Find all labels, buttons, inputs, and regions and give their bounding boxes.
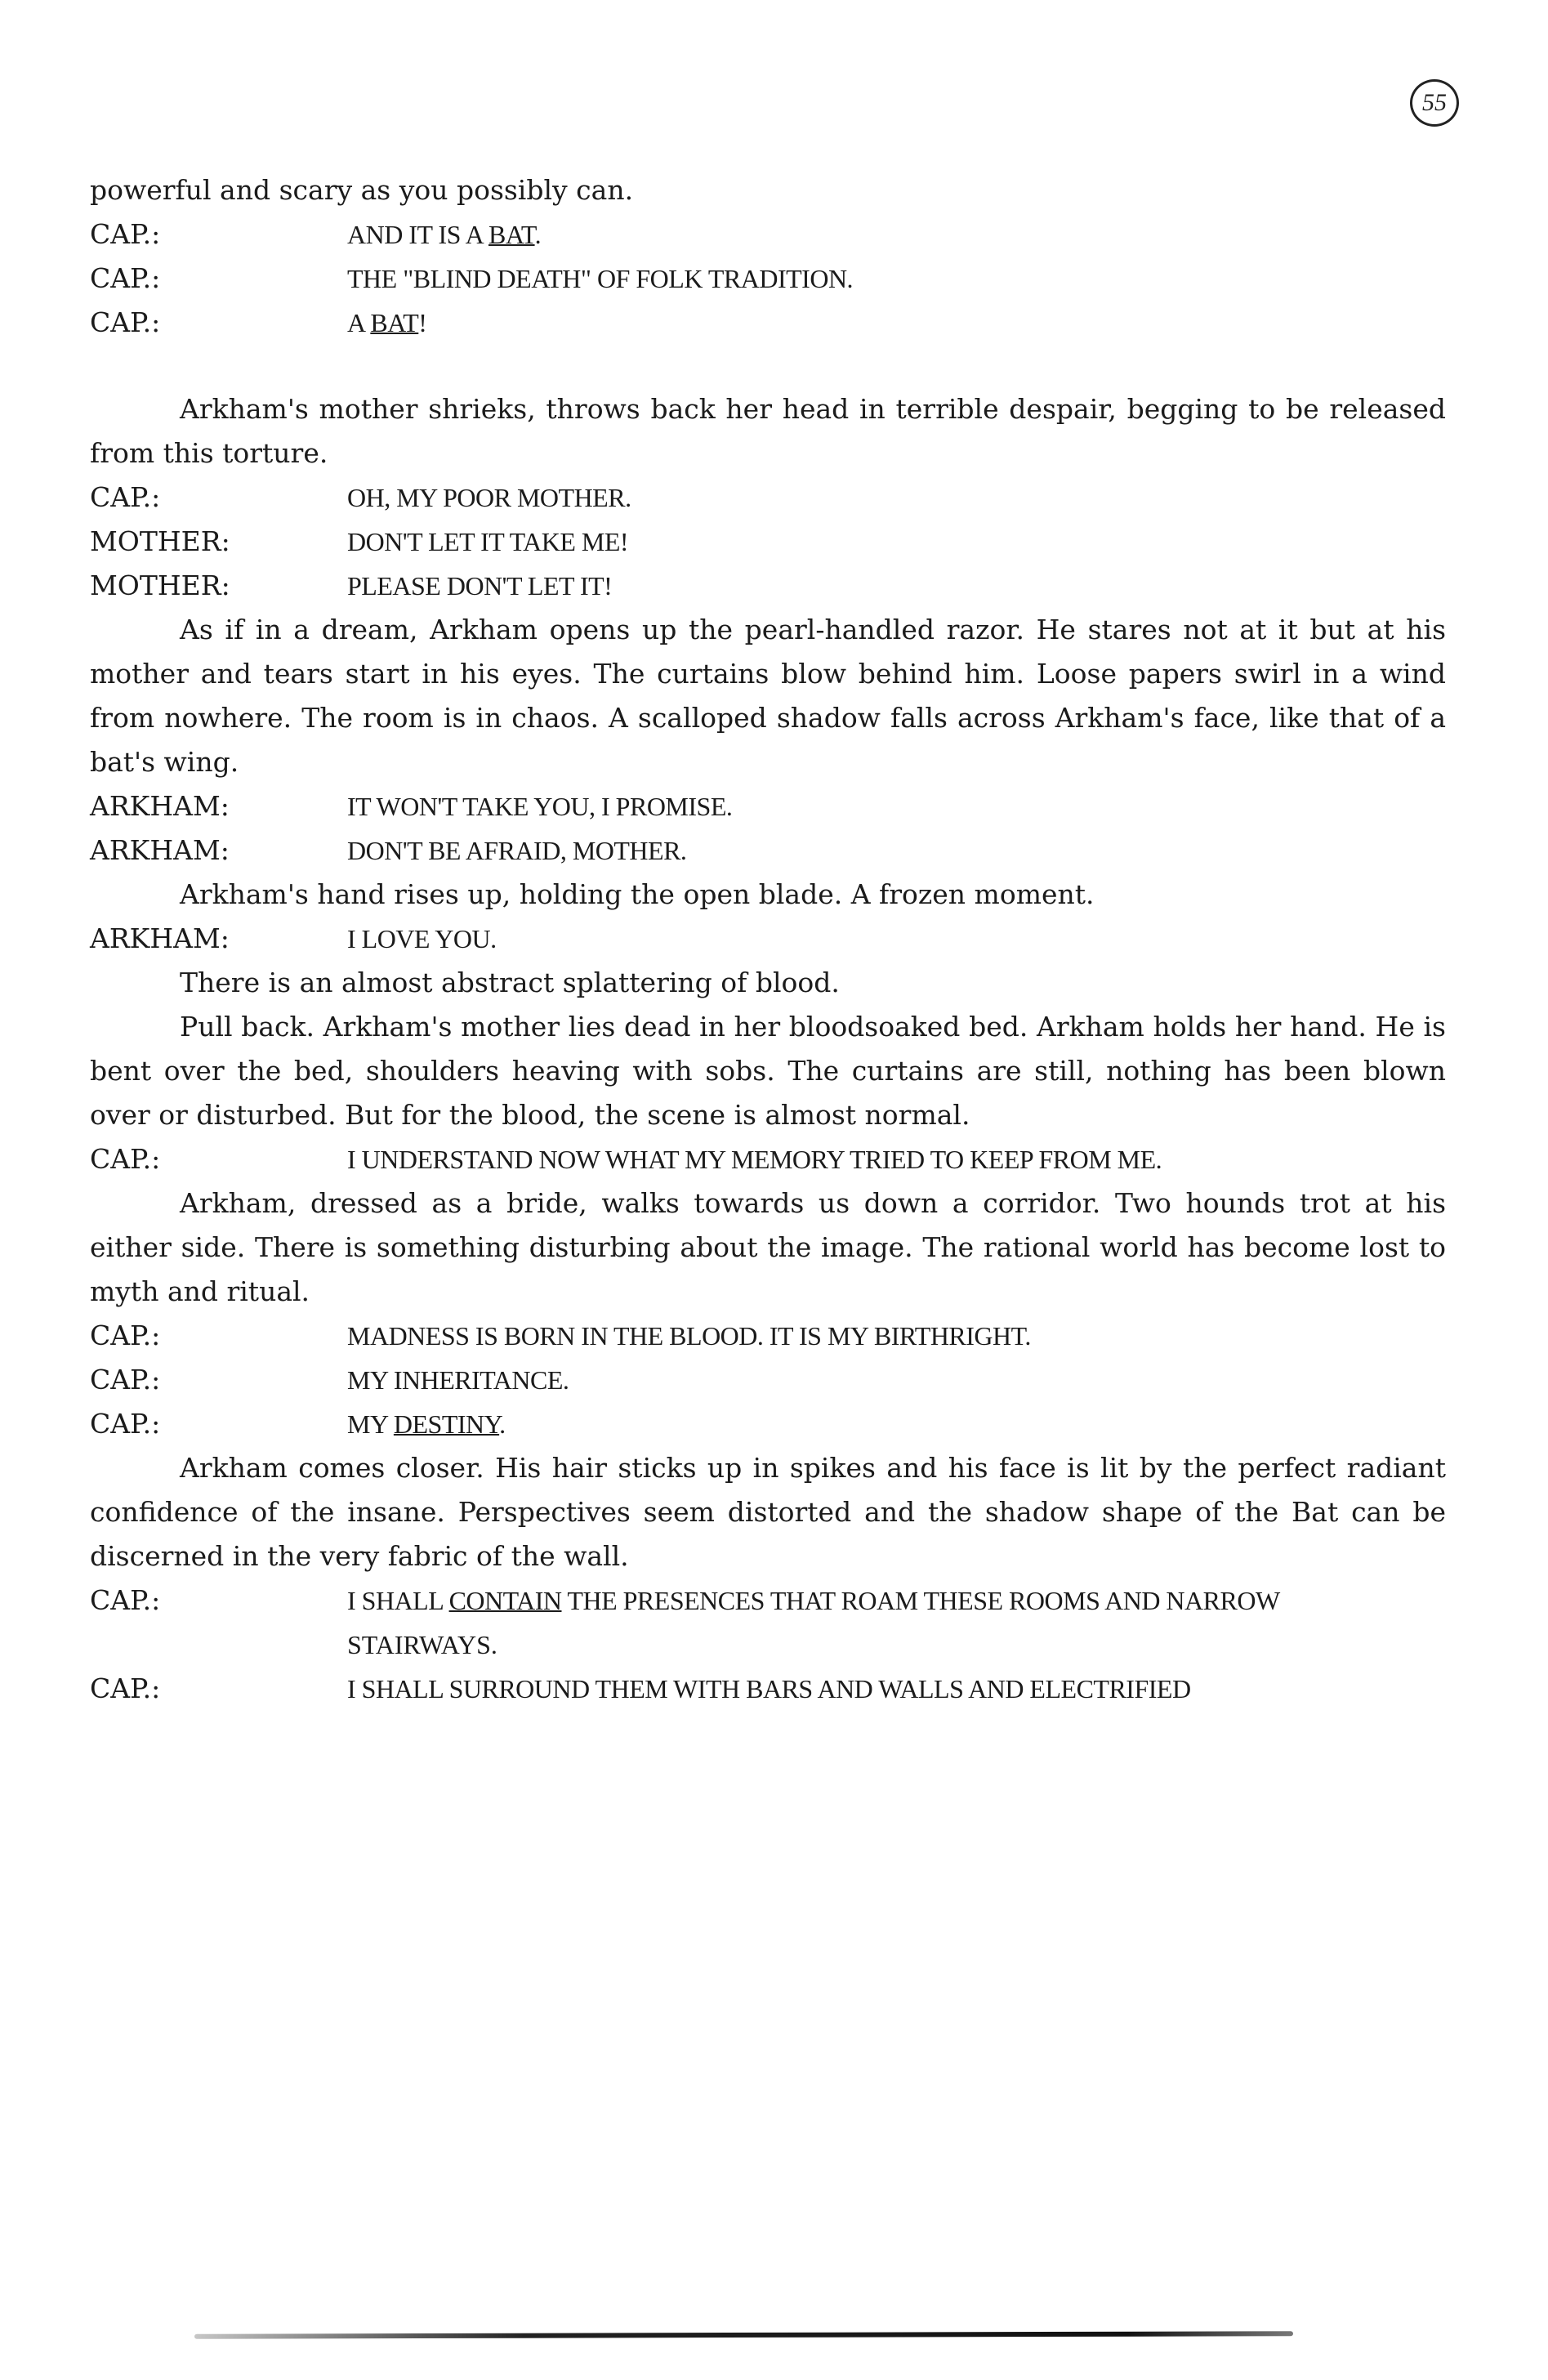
action-paragraph: Arkham's mother shrieks, throws back her head in terrible despair, begging to be released from this torture. [90, 393, 1446, 469]
action-paragraph: Arkham, dressed as a bride, walks towards us down a corridor. Two hounds trot at his either side. There is something disturbing about the image. The rational world has become lost to myth and ritual. [90, 1187, 1446, 1307]
action-paragraph: Pull back. Arkham's mother lies dead in her bloodsoaked bed. Arkham holds her hand. He is bent over the bed, shoulders heaving with sobs. The curtains are still, nothing has been blown over or disturbed. But for the blood, the scene is almost normal. [90, 1011, 1446, 1131]
underlined-word: BAT [370, 308, 419, 337]
underlined-word: BAT [488, 220, 535, 249]
speech-text: THE "BLIND DEATH" OF FOLK TRADITION. [347, 264, 854, 293]
speech-text: IT WON'T TAKE YOU, I PROMISE. [347, 792, 733, 821]
action-paragraph: There is an almost abstract splattering of blood. [180, 967, 840, 998]
dialogue-line [90, 1358, 1446, 1402]
speech-text: MY DESTINY. [347, 1409, 506, 1439]
page-number: 55 [1410, 79, 1459, 127]
action-paragraph: Arkham's hand rises up, holding the open blade. A frozen moment. [180, 878, 1095, 910]
speaker-label: CAP.: [90, 1364, 161, 1395]
action-paragraph: As if in a dream, Arkham opens up the pearl-handled razor. He stares not at it but at his mother and tears start in his eyes. The curtains blow behind him. Loose papers swirl in a wind from nowhere. The room is in chaos. A scalloped shadow falls across Arkham's face, like that of a bat's wing. [90, 614, 1446, 778]
speaker-label: CAP.: [90, 1143, 161, 1175]
speaker-label: ARKHAM: [90, 834, 230, 866]
speaker-label: CAP.: [90, 306, 161, 338]
speech-text: I SHALL SURROUND THEM WITH BARS AND WALLS AND ELECTRIFIED [347, 1674, 1191, 1704]
speech-text: AND IT IS A BAT. [347, 220, 542, 249]
speaker-label: ARKHAM: [90, 922, 230, 954]
dialogue-line [90, 1137, 1446, 1181]
dialogue-line [90, 301, 1446, 345]
dialogue-line [90, 1578, 1446, 1623]
speaker-label: CAP.: [90, 1319, 161, 1351]
underlined-word: CONTAIN [448, 1586, 562, 1615]
speaker-label: CAP.: [90, 1584, 161, 1616]
dialogue-line [90, 564, 1446, 608]
dialogue-line [90, 1402, 1446, 1446]
dialogue-line [90, 520, 1446, 564]
horizontal-rule [194, 2331, 1293, 2339]
speaker-label: ARKHAM: [90, 790, 230, 822]
speaker-label: CAP.: [90, 262, 161, 294]
dialogue-line [90, 212, 1446, 257]
speech-text: OH, MY POOR MOTHER. [347, 483, 631, 512]
dialogue-line [90, 828, 1446, 873]
speech-text: MADNESS IS BORN IN THE BLOOD. IT IS MY BIRTHRIGHT. [347, 1321, 1031, 1351]
speech-text: DON'T LET IT TAKE ME! [347, 527, 629, 556]
speech-text: PLEASE DON'T LET IT! [347, 571, 613, 601]
dialogue-line [90, 1314, 1446, 1358]
dialogue-line [90, 257, 1446, 301]
dialogue-line [90, 1667, 1446, 1711]
speech-text: I LOVE YOU. [347, 924, 497, 953]
speaker-label: CAP.: [90, 1408, 161, 1440]
dialogue-line [90, 476, 1446, 520]
dialogue-line [90, 784, 1446, 828]
speaker-label: MOTHER: [90, 569, 230, 601]
speech-text: DON'T BE AFRAID, MOTHER. [347, 836, 687, 865]
speech-text: I SHALL CONTAIN THE PRESENCES THAT ROAM THESE ROOMS AND NARROW [347, 1586, 1280, 1615]
speaker-label: CAP.: [90, 481, 161, 513]
speech-continuation: STAIRWAYS. [347, 1630, 497, 1659]
underlined-word: DESTINY [393, 1409, 500, 1439]
action-line: powerful and scary as you possibly can. [90, 174, 634, 206]
speech-text: I UNDERSTAND NOW WHAT MY MEMORY TRIED TO KEEP FROM ME. [347, 1145, 1162, 1174]
speech-text: MY INHERITANCE. [347, 1365, 569, 1395]
speaker-label: CAP.: [90, 1672, 161, 1704]
action-paragraph: Arkham comes closer. His hair sticks up in spikes and his face is lit by the perfect radiant confidence of the insane. Perspectives seem distorted and the shadow shape of the Bat can be discerned in the very fabric of the wall. [90, 1452, 1446, 1572]
speaker-label: MOTHER: [90, 525, 230, 557]
dialogue-line [90, 917, 1446, 961]
speaker-label: CAP.: [90, 218, 161, 250]
script-page [90, 168, 1446, 1711]
speech-text: A BAT! [347, 308, 427, 337]
